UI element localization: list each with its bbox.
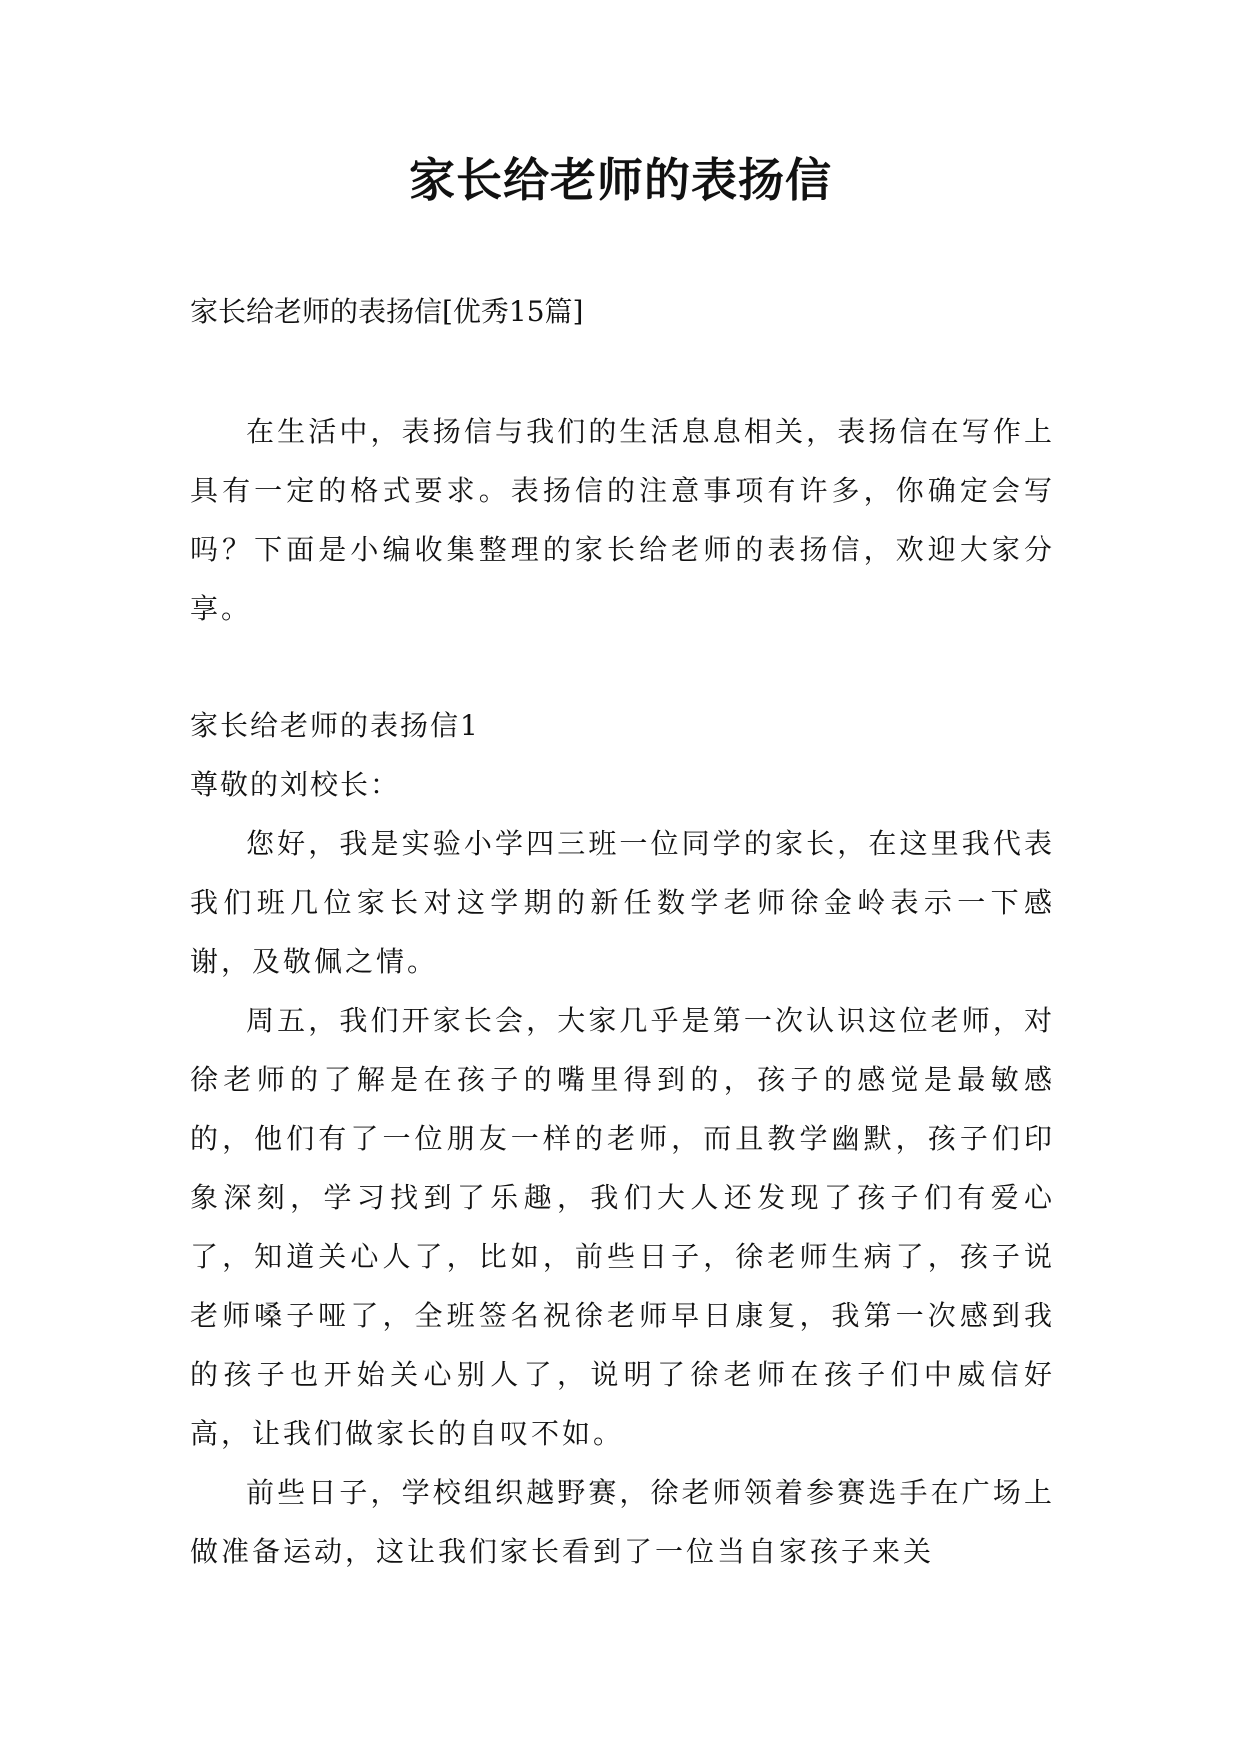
salutation: 尊敬的刘校长： xyxy=(190,768,401,801)
document-title: 家长给老师的表扬信 xyxy=(409,153,832,207)
letter-paragraph: 周五，我们开家长会，大家几乎是第一次认识这位老师，对徐老师的了解是在孩子的嘴里得到的，孩子的感觉是最敏感的，他们有了一位朋友一样的老师，而且教学幽默，孩子们印象深刻，学习找到了乐趣，我们大人还发现了孩子们有爱心了，知道关心人了，比如，前些日子，徐老师生病了，孩子说老师嗓子哑了，全班签名祝徐老师早日康复，我第一次感到我的孩子也开始关心别人了，说明了徐老师在孩子们中威信好高，让我们做家长的自叹不如。 xyxy=(190,1004,1055,1450)
intro-section xyxy=(190,402,1055,638)
letter-paragraph: 前些日子，学校组织越野赛，徐老师领着参赛选手在广场上做准备运动，这让我们家长看到了一位当自家孩子来关 xyxy=(190,1476,1055,1568)
intro-paragraph: 在生活中，表扬信与我们的生活息息相关，表扬信在写作上具有一定的格式要求。表扬信的注意事项有许多，你确定会写吗？下面是小编收集整理的家长给老师的表扬信，欢迎大家分享。 xyxy=(190,415,1055,625)
document-subtitle: 家长给老师的表扬信[优秀15篇] xyxy=(190,295,584,328)
letter-paragraph: 您好，我是实验小学四三班一位同学的家长，在这里我代表我们班几位家长对这学期的新任数学老师徐金岭表示一下感谢，及敬佩之情。 xyxy=(190,827,1055,978)
letter-section xyxy=(190,696,1055,1581)
section-heading: 家长给老师的表扬信1 xyxy=(190,709,480,742)
